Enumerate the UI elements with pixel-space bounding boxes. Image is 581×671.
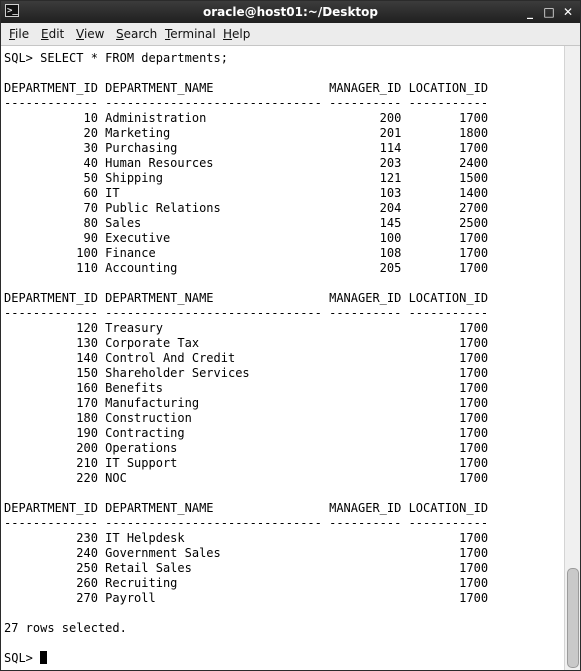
terminal-line: 150 Shareholder Services 1700 [4,366,489,380]
maximize-button[interactable]: □ [543,5,555,19]
terminal-line: 230 IT Helpdesk 1700 [4,531,489,545]
terminal-line: 190 Contracting 1700 [4,426,489,440]
menu-view[interactable]: View [76,27,105,41]
terminal-line: 110 Accounting 205 1700 [4,261,489,275]
terminal-line: ------------- ------------------------------ ---------- ----------- [4,306,489,320]
terminal-line: DEPARTMENT_ID DEPARTMENT_NAME MANAGER_ID LOCATION_ID [4,81,489,95]
terminal-app-icon[interactable]: >_ [7,6,18,16]
terminal-line: DEPARTMENT_ID DEPARTMENT_NAME MANAGER_ID LOCATION_ID [4,501,489,515]
terminal-line: DEPARTMENT_ID DEPARTMENT_NAME MANAGER_ID LOCATION_ID [4,291,489,305]
terminal-line: 270 Payroll 1700 [4,591,489,605]
terminal-line: 210 IT Support 1700 [4,456,489,470]
title-bar[interactable] [1,1,580,23]
terminal-line: 250 Retail Sales 1700 [4,561,489,575]
prompt-line[interactable] [4,651,47,666]
terminal-line: 80 Sales 145 2500 [4,216,489,230]
terminal-line: 260 Recruiting 1700 [4,576,489,590]
minimize-button[interactable]: _ [527,5,533,19]
terminal-line: 70 Public Relations 204 2700 [4,201,489,215]
close-button[interactable]: ✕ [562,5,574,19]
terminal-line: 40 Human Resources 203 2400 [4,156,489,170]
terminal-line: 200 Operations 1700 [4,441,489,455]
menu-edit[interactable]: Edit [41,27,65,41]
terminal-output[interactable] [1,46,564,670]
terminal-line: SQL> SELECT * FROM departments; [4,51,228,65]
terminal-line: 50 Shipping 121 1500 [4,171,489,185]
terminal-line: 10 Administration 200 1700 [4,111,489,125]
terminal-line: 30 Purchasing 114 1700 [4,141,489,155]
terminal-line: 140 Control And Credit 1700 [4,351,489,365]
window-title: oracle@host01:~/Desktop [202,5,379,19]
terminal-line: 20 Marketing 201 1800 [4,126,489,140]
menu-bar [1,23,580,46]
terminal-line: 120 Treasury 1700 [4,321,489,335]
scrollbar-thumb[interactable] [567,568,579,668]
terminal-line: ------------- ------------------------------ ---------- ----------- [4,516,489,530]
terminal-line: 90 Executive 100 1700 [4,231,489,245]
menu-search[interactable]: Search [116,27,158,41]
menu-help[interactable]: Help [223,27,251,41]
text-cursor [40,651,47,664]
terminal-line: 180 Construction 1700 [4,411,489,425]
terminal-line: 220 NOC 1700 [4,471,489,485]
terminal-line: 160 Benefits 1700 [4,381,489,395]
terminal-line: ------------- ------------------------------ ---------- ----------- [4,96,489,110]
sql-prompt: SQL> [4,651,41,665]
terminal-line: 130 Corporate Tax 1700 [4,336,489,350]
menu-file[interactable]: File [9,27,30,41]
terminal-line: 100 Finance 108 1700 [4,246,489,260]
terminal-line: 170 Manufacturing 1700 [4,396,489,410]
menu-terminal[interactable]: Terminal [165,27,216,41]
terminal-line: 27 rows selected. [4,621,127,635]
terminal-line: 240 Government Sales 1700 [4,546,489,560]
terminal-line: 60 IT 103 1400 [4,186,489,200]
vertical-scrollbar[interactable] [564,46,581,670]
